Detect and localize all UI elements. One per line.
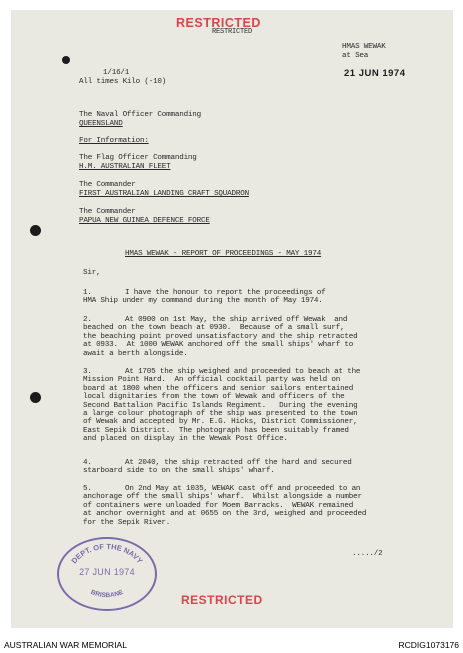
paragraph-line: local dignitaries from the town of Wewak and officers of the xyxy=(83,393,345,402)
archive-footer xyxy=(0,636,463,653)
file-reference: 1/16/1 xyxy=(103,69,130,77)
paragraph-line: of containers were unloaded for Moem Barracks. WEWAK remained xyxy=(83,501,354,510)
punch-hole-lower xyxy=(30,392,41,403)
paragraph-5 xyxy=(83,485,366,527)
svg-text:BRISBANE xyxy=(90,589,125,600)
archive-name: AUSTRALIAN WAR MEMORIAL xyxy=(4,640,127,650)
punch-hole-middle xyxy=(30,225,41,236)
paragraph-line: await a berth alongside. xyxy=(83,349,188,358)
seal-date: 27 JUN 1974 xyxy=(79,567,135,577)
paragraph-4 xyxy=(83,459,352,476)
paragraph-number: 1. xyxy=(83,289,92,297)
paragraph-line: of Wewak and accepted by Mr. E.G. Hicks, District Commissioner, xyxy=(83,418,358,427)
paragraph-number: 4. xyxy=(83,459,92,467)
date-stamp: 21 JUN 1974 xyxy=(344,68,406,79)
seal-top-text: DEPT. OF THE NAVY xyxy=(69,541,145,566)
restricted-typed: RESTRICTED xyxy=(212,28,253,36)
paragraph-line: HMA Ship under my command during the month of May 1974. xyxy=(83,297,323,306)
info2-name: FIRST AUSTRALIAN LANDING CRAFT SQUADRON xyxy=(79,190,249,198)
addressee-name: QUEENSLAND xyxy=(79,120,123,128)
paragraph-line: the beaching point proved unsatisfactory and the ship retracted xyxy=(83,332,358,341)
paragraph-line: Second Battalion Pacific Islands Regiment. During the evening xyxy=(83,401,358,410)
info-heading: For Information: xyxy=(79,137,149,145)
time-zone-note: All times Kilo (-10) xyxy=(79,78,167,86)
info1-name: H.M. AUSTRALIAN FLEET xyxy=(79,163,171,171)
paragraph-2 xyxy=(83,316,358,358)
ship-location: at Sea xyxy=(342,52,369,60)
paragraph-3 xyxy=(83,368,360,444)
continuation-marker: ...../2 xyxy=(352,550,383,558)
paragraph-line: beached on the town beach at 0930. Because of a small surf, xyxy=(83,324,345,333)
ship-name: HMAS WEWAK xyxy=(342,43,386,51)
info1-line: The Flag Officer Commanding xyxy=(79,154,197,162)
paragraph-line: anchorage off the small ships' wharf. Whilst alongside a number xyxy=(83,493,362,502)
paragraph-line: for the Sepik River. xyxy=(83,518,171,527)
paragraph-line: Mission Point Hard. An official cocktail party was held on xyxy=(83,376,341,385)
svg-text:DEPT. OF THE NAVY xyxy=(70,542,145,565)
paragraph-number: 5. xyxy=(83,485,92,493)
paragraph-line: I have the honour to report the proceedings of xyxy=(125,289,326,297)
archive-reference: RCDIG1073176 xyxy=(398,640,459,650)
paragraph-line: starboard side to on the small ships' wharf. xyxy=(83,467,275,476)
addressee-line: The Naval Officer Commanding xyxy=(79,111,201,119)
paragraph-line: On 2nd May at 1035, WEWAK cast off and proceeded to an xyxy=(125,485,361,493)
paragraph-1 xyxy=(83,289,325,306)
paragraph-line: At 2040, the ship retracted off the hard and secured xyxy=(125,459,352,467)
paragraph-line: at anchor overnight and at 0655 on the 3rd, weighed and proceeded xyxy=(83,510,367,519)
paragraph-line: At 0900 on 1st May, the ship arrived off Wewak and xyxy=(125,316,348,324)
salutation: Sir, xyxy=(83,269,101,277)
paragraph-line: board at 1800 when the officers and senior sailors entertained xyxy=(83,384,354,393)
info3-name: PAPUA NEW GUINEA DEFENCE FORCE xyxy=(79,217,210,225)
restricted-stamp-bottom: RESTRICTED xyxy=(181,593,263,607)
punch-hole-top xyxy=(62,56,70,64)
paragraph-number: 3. xyxy=(83,368,92,376)
restricted-stamp-top: RESTRICTED xyxy=(176,16,261,30)
report-title: HMAS WEWAK - REPORT OF PROCEEDINGS - MAY 1974 xyxy=(125,250,322,258)
paragraph-line: At 1705 the ship weighed and proceeded to beach at the xyxy=(125,368,361,376)
paragraph-line: and placed on display in the Wewak Post Office. xyxy=(83,435,288,444)
info3-line: The Commander xyxy=(79,208,136,216)
paragraph-line: East Sepik District. The photograph has been suitably framed xyxy=(83,426,349,435)
info2-line: The Commander xyxy=(79,181,136,189)
paragraph-line: a large colour photograph of the ship was presented to the town xyxy=(83,410,358,419)
paragraph-line: at 0933. At 1000 WEWAK anchored off the small ships' wharf to xyxy=(83,341,354,350)
seal-bottom-text: BRISBANE xyxy=(89,588,125,600)
paragraph-number: 2. xyxy=(83,316,92,324)
navy-receipt-seal xyxy=(57,537,157,611)
